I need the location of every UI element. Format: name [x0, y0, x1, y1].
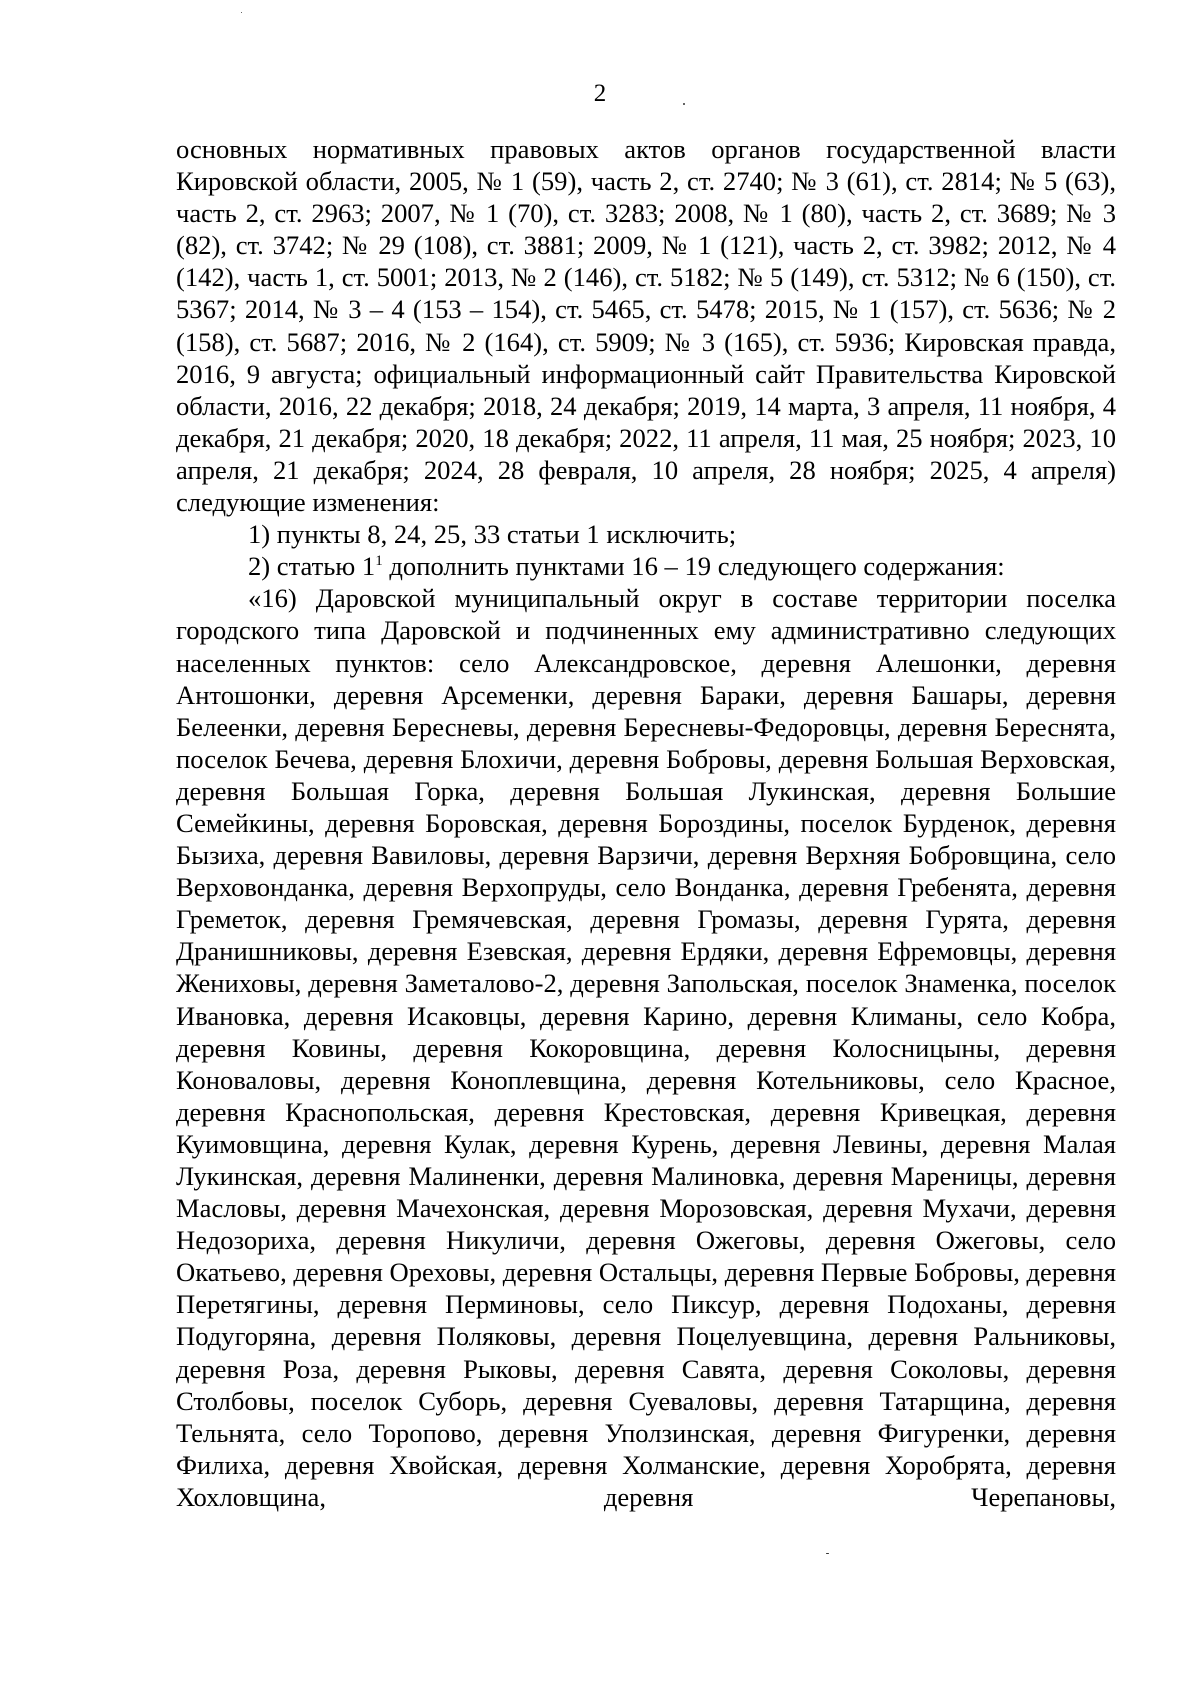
scan-speck: [241, 12, 242, 13]
item-2-superscript: 1: [375, 553, 383, 570]
item-2-text-end: дополнить пунктами 16 – 19 следующего содержания:: [382, 551, 1005, 582]
document-body: [176, 133, 1116, 1513]
paragraph-item-1: 1) пункты 8, 24, 25, 33 статьи 1 исключить;: [248, 519, 737, 550]
scan-speck: [826, 1553, 829, 1554]
page-number: 2: [593, 80, 607, 107]
paragraph-references: основных нормативных правовых актов органов государственной власти Кировской области, 2005, № 1 (59), часть 2, ст. 2740; № 3 (61), ст. 2814; № 5 (63), часть 2, ст. 2963; 2007, № 1 (70), ст. 3283; 2008, № 1 (80), часть 2, ст. 3689; № 3 (82), ст. 3742; № 29 (108), ст. 3881; 2009, № 1 (121), часть 2, ст. 3982; 2012, № 4 (142), часть 1, ст. 5001; 2013, № 2 (146), ст. 5182; № 5 (149), ст. 5312; № 6 (150), ст. 5367; 2014, № 3 – 4 (153 – 154), ст. 5465, ст. 5478; 2015, № 1 (157), ст. 5636; № 2 (158), ст. 5687; 2016, № 2 (164), ст. 5909; № 3 (165), ст. 5936; Кировская правда, 2016, 9 августа; официальный информационный сайт Правительства Кировской области, 2016, 22 декабря; 2018, 24 декабря; 2019, 14 марта, 3 апреля, 11 ноября, 4 декабря, 21 декабря; 2020, 18 декабря; 2022, 11 апреля, 11 мая, 25 ноября; 2023, 10 апреля, 21 декабря; 2024, 28 февраля, 10 апреля, 28 ноября; 2025, 4 апреля) следующие изменения:: [176, 134, 1116, 518]
item-2-text-start: 2) статью 1: [248, 551, 376, 582]
scan-speck: [683, 103, 685, 105]
paragraph-item-16: «16) Даровской муниципальный округ в составе территории поселка городского типа Даровской и подчиненных ему административно следующих населенных пунктов: село Александровское, деревня Алешонки, деревня Антошонки, деревня Арсеменки, деревня Бараки, деревня Башары, деревня Белеенки, деревня Бересневы, деревня Бересневы-Федоровцы, деревня Береснята, поселок Бечева, деревня Блохичи, деревня Бобровы, деревня Большая Верховская, деревня Большая Горка, деревня Большая Лукинская, деревня Большие Семейкины, деревня Боровская, деревня Бороздины, поселок Бурденок, деревня Бызиха, деревня Вавиловы, деревня Варзичи, деревня Верхняя Бобровщина, село Верховонданка, деревня Верхопруды, село Вонданка, деревня Гребенята, деревня Греметок, деревня Гремячевская, деревня Громазы, деревня Гурята, деревня Дранишниковы, деревня Езевская, деревня Ердяки, деревня Ефремовцы, деревня Жениховы, деревня Заметалово-2, деревня Запольская, поселок Знаменка, поселок Ивановка, деревня Исаковцы, деревня Карино, деревня Климаны, село Кобра, деревня Ковины, деревня Кокоровщина, деревня Колосницыны, деревня Коноваловы, деревня Коноплевщина, деревня Котельниковы, село Красное, деревня Краснопольская, деревня Крестовская, деревня Кривецкая, деревня Куимовщина, деревня Кулак, деревня Курень, деревня Левины, деревня Малая Лукинская, деревня Малиненки, деревня Малиновка, деревня Мареницы, деревня Масловы, деревня Мачехонская, деревня Морозовская, деревня Мухачи, деревня Недозориха, деревня Никуличи, деревня Ожеговы, деревня Ожеговы, село Окатьево, деревня Ореховы, деревня Остальцы, деревня Первые Бобровы, деревня Перетягины, деревня Перминовы, село Пиксур, деревня Подоханы, деревня Подугоряна, деревня Поляковы, деревня Поцелуевщина, деревня Ральниковы, деревня Роза, деревня Рыковы, деревня Савята, деревня Соколовы, деревня Столбовы, поселок Суборь, деревня Суеваловы, деревня Татарщина, деревня Тельнята, село Торопово, деревня Уползинская, деревня Фигуренки, деревня Филиха, деревня Хвойская, деревня Холманские, деревня Хоробрята, деревня Хохловщина, деревня Черепановы,: [176, 583, 1116, 1512]
paragraph-item-2: [176, 550, 1116, 582]
